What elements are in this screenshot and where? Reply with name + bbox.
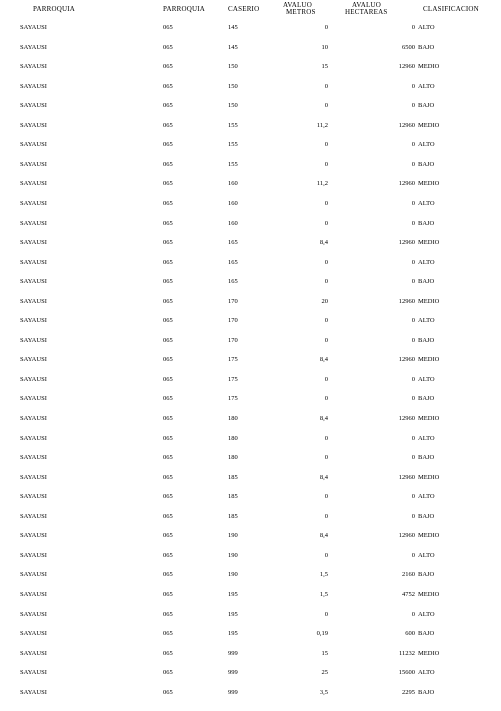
cell-parroquia: SAYAUSI: [20, 141, 47, 149]
table-row: [0, 298, 501, 306]
cell-caserio: 150: [228, 63, 238, 71]
table-row: [0, 337, 501, 345]
cell-clasificacion: ALTO: [418, 434, 435, 442]
cell-caserio: 195: [228, 590, 238, 598]
cell-avaluo-hectareas: 12960: [398, 415, 415, 422]
cell-parroquia: SAYAUSI: [20, 336, 47, 344]
cell-parroquia: SAYAUSI: [20, 551, 47, 559]
cell-clasificacion: MEDIO: [418, 532, 440, 540]
table-row: [0, 44, 501, 52]
cell-parroquia: SAYAUSI: [20, 375, 47, 383]
table-row: [0, 317, 501, 325]
cell-avaluo-hectareas: 12960: [398, 180, 415, 188]
cell-avaluo-hectareas: 6500: [402, 43, 415, 51]
cell-caserio: 999: [228, 688, 238, 696]
cell-parroquia: SAYAUSI: [20, 160, 47, 168]
cell-parroquia-code: 065: [163, 630, 173, 638]
cell-caserio: 170: [228, 297, 238, 305]
cell-clasificacion: MEDIO: [418, 415, 440, 422]
cell-avaluo-metros: 0: [324, 610, 328, 618]
cell-caserio: 160: [228, 180, 238, 188]
cell-parroquia: SAYAUSI: [20, 473, 47, 481]
cell-avaluo-metros: 3,5: [319, 688, 328, 696]
cell-clasificacion: BAJO: [418, 454, 435, 462]
cell-caserio: 999: [228, 649, 238, 657]
cell-parroquia-code: 065: [163, 141, 173, 149]
cell-avaluo-hectareas: 0: [411, 375, 415, 383]
cell-parroquia-code: 065: [163, 317, 173, 325]
cell-avaluo-hectareas: 12960: [398, 297, 415, 305]
cell-clasificacion: MEDIO: [418, 180, 440, 188]
cell-caserio: 160: [228, 219, 238, 227]
cell-parroquia: SAYAUSI: [20, 297, 47, 305]
cell-avaluo-metros: 0: [324, 278, 328, 286]
cell-parroquia: SAYAUSI: [20, 532, 47, 540]
table-row: [0, 611, 501, 619]
cell-clasificacion: ALTO: [418, 317, 435, 325]
cell-parroquia-code: 065: [163, 336, 173, 344]
cell-avaluo-hectareas: 12960: [398, 356, 415, 364]
cell-parroquia: SAYAUSI: [20, 24, 47, 31]
cell-parroquia: SAYAUSI: [20, 688, 47, 696]
cell-avaluo-hectareas: 0: [411, 454, 415, 462]
cell-parroquia-code: 065: [163, 434, 173, 442]
cell-avaluo-hectareas: 15600: [398, 669, 415, 677]
cell-avaluo-hectareas: 0: [411, 219, 415, 227]
cell-caserio: 150: [228, 102, 238, 110]
cell-clasificacion: ALTO: [418, 610, 435, 618]
table-row: [0, 24, 501, 32]
cell-avaluo-metros: 0: [324, 512, 328, 520]
cell-parroquia: SAYAUSI: [20, 493, 47, 501]
table-row: [0, 435, 501, 443]
cell-caserio: 150: [228, 82, 238, 90]
cell-parroquia: SAYAUSI: [20, 317, 47, 325]
table-row: [0, 356, 501, 364]
cell-avaluo-hectareas: 0: [411, 102, 415, 110]
cell-parroquia-code: 065: [163, 180, 173, 188]
cell-caserio: 170: [228, 317, 238, 325]
cell-avaluo-hectareas: 0: [411, 278, 415, 286]
table-row: [0, 239, 501, 247]
cell-clasificacion: BAJO: [418, 219, 435, 227]
cell-parroquia: SAYAUSI: [20, 121, 47, 129]
cell-parroquia-code: 065: [163, 669, 173, 677]
cell-avaluo-hectareas: 600: [405, 630, 415, 638]
cell-parroquia: SAYAUSI: [20, 258, 47, 266]
cell-avaluo-metros: 0: [324, 375, 328, 383]
cell-parroquia: SAYAUSI: [20, 239, 47, 247]
cell-avaluo-metros: 0: [324, 141, 328, 149]
table-row: [0, 689, 501, 697]
table-row: [0, 474, 501, 482]
cell-caserio: 999: [228, 669, 238, 677]
cell-parroquia-code: 065: [163, 415, 173, 422]
header-avaluo-metros-line1: AVALUO: [283, 1, 312, 9]
cell-parroquia-code: 065: [163, 688, 173, 696]
cell-parroquia-code: 065: [163, 610, 173, 618]
cell-parroquia-code: 065: [163, 473, 173, 481]
cell-avaluo-hectareas: 0: [411, 336, 415, 344]
cell-parroquia: SAYAUSI: [20, 590, 47, 598]
cell-clasificacion: ALTO: [418, 24, 435, 31]
cell-avaluo-hectareas: 12960: [398, 473, 415, 481]
cell-clasificacion: BAJO: [418, 278, 435, 286]
cell-avaluo-metros: 1,5: [319, 571, 328, 579]
table-row: [0, 552, 501, 560]
header-avaluo-hectareas-line1: AVALUO: [352, 1, 381, 9]
cell-avaluo-hectareas: 0: [411, 199, 415, 207]
cell-avaluo-metros: 0: [324, 102, 328, 110]
cell-parroquia: SAYAUSI: [20, 669, 47, 677]
cell-avaluo-metros: 20: [321, 297, 328, 305]
cell-caserio: 155: [228, 160, 238, 168]
table-row: [0, 278, 501, 286]
cell-parroquia: SAYAUSI: [20, 102, 47, 110]
table-row: [0, 83, 501, 91]
cell-clasificacion: BAJO: [418, 512, 435, 520]
cell-avaluo-metros: 0: [324, 493, 328, 501]
cell-avaluo-metros: 8,4: [319, 473, 328, 481]
cell-parroquia: SAYAUSI: [20, 82, 47, 90]
table-row: [0, 454, 501, 462]
cell-caserio: 185: [228, 473, 238, 481]
cell-avaluo-metros: 8,4: [319, 239, 328, 247]
cell-avaluo-metros: 15: [321, 63, 328, 71]
cell-parroquia-code: 065: [163, 199, 173, 207]
cell-caserio: 175: [228, 395, 238, 403]
cell-parroquia-code: 065: [163, 551, 173, 559]
table-row: [0, 591, 501, 599]
cell-avaluo-hectareas: 12960: [398, 63, 415, 71]
cell-avaluo-metros: 0,19: [316, 630, 328, 638]
cell-avaluo-metros: 0: [324, 82, 328, 90]
cell-caserio: 170: [228, 336, 238, 344]
table-row: [0, 669, 501, 677]
cell-avaluo-hectareas: 12960: [398, 121, 415, 129]
cell-parroquia-code: 065: [163, 24, 173, 31]
cell-clasificacion: ALTO: [418, 82, 435, 90]
cell-avaluo-metros: 25: [321, 669, 328, 677]
cell-caserio: 155: [228, 121, 238, 129]
cell-clasificacion: MEDIO: [418, 649, 440, 657]
cell-clasificacion: BAJO: [418, 336, 435, 344]
header-avaluo-metros: [283, 2, 316, 16]
cell-clasificacion: MEDIO: [418, 121, 440, 129]
cell-avaluo-metros: 11,2: [316, 180, 328, 188]
cell-avaluo-metros: 0: [324, 160, 328, 168]
cell-parroquia: SAYAUSI: [20, 395, 47, 403]
cell-clasificacion: ALTO: [418, 258, 435, 266]
cell-avaluo-metros: 0: [324, 454, 328, 462]
cell-parroquia-code: 065: [163, 43, 173, 51]
cell-caserio: 165: [228, 239, 238, 247]
cell-parroquia: SAYAUSI: [20, 180, 47, 188]
cell-caserio: 195: [228, 630, 238, 638]
cell-parroquia-code: 065: [163, 219, 173, 227]
table-row: [0, 102, 501, 110]
cell-avaluo-hectareas: 0: [411, 551, 415, 559]
table-row: [0, 571, 501, 579]
cell-avaluo-hectareas: 2295: [402, 688, 415, 696]
cell-avaluo-hectareas: 0: [411, 141, 415, 149]
cell-clasificacion: ALTO: [418, 551, 435, 559]
cell-parroquia-code: 065: [163, 512, 173, 520]
cell-parroquia: SAYAUSI: [20, 610, 47, 618]
cell-caserio: 175: [228, 375, 238, 383]
cell-parroquia-code: 065: [163, 493, 173, 501]
cell-parroquia: SAYAUSI: [20, 434, 47, 442]
table-row: [0, 141, 501, 149]
cell-clasificacion: ALTO: [418, 493, 435, 501]
cell-avaluo-metros: 1,5: [319, 590, 328, 598]
cell-parroquia: SAYAUSI: [20, 278, 47, 286]
cell-caserio: 185: [228, 493, 238, 501]
cell-caserio: 190: [228, 532, 238, 540]
cell-parroquia: SAYAUSI: [20, 649, 47, 657]
cell-avaluo-hectareas: 0: [411, 82, 415, 90]
cell-avaluo-metros: 8,4: [319, 532, 328, 540]
cell-clasificacion: ALTO: [418, 375, 435, 383]
table-row: [0, 220, 501, 228]
cell-avaluo-hectareas: 0: [411, 317, 415, 325]
header-clasificacion: CLASIFICACION: [423, 5, 479, 13]
cell-clasificacion: MEDIO: [418, 239, 440, 247]
cell-clasificacion: BAJO: [418, 688, 435, 696]
cell-clasificacion: BAJO: [418, 630, 435, 638]
cell-avaluo-metros: 0: [324, 434, 328, 442]
cell-avaluo-hectareas: 12960: [398, 239, 415, 247]
cell-caserio: 195: [228, 610, 238, 618]
cell-caserio: 180: [228, 415, 238, 422]
cell-parroquia-code: 065: [163, 590, 173, 598]
table-row: [0, 200, 501, 208]
cell-parroquia: SAYAUSI: [20, 415, 47, 422]
header-avaluo-hectareas-line2: HECTAREAS: [345, 8, 388, 16]
cell-caserio: 180: [228, 434, 238, 442]
cell-avaluo-hectareas: 0: [411, 258, 415, 266]
cell-clasificacion: MEDIO: [418, 356, 440, 364]
cell-parroquia-code: 065: [163, 375, 173, 383]
cell-parroquia-code: 065: [163, 102, 173, 110]
cell-avaluo-hectareas: 2160: [402, 571, 415, 579]
cell-clasificacion: BAJO: [418, 43, 435, 51]
cell-parroquia: SAYAUSI: [20, 571, 47, 579]
cell-caserio: 185: [228, 512, 238, 520]
table-row: [0, 513, 501, 521]
cell-caserio: 190: [228, 551, 238, 559]
cell-parroquia-code: 065: [163, 63, 173, 71]
cell-clasificacion: ALTO: [418, 141, 435, 149]
cell-parroquia-code: 065: [163, 571, 173, 579]
cell-avaluo-metros: 10: [321, 43, 328, 51]
cell-avaluo-hectareas: 0: [411, 434, 415, 442]
cell-avaluo-hectareas: 12960: [398, 532, 415, 540]
table-row: [0, 415, 501, 423]
cell-avaluo-hectareas: 4752: [402, 590, 415, 598]
cell-clasificacion: BAJO: [418, 160, 435, 168]
cell-parroquia: SAYAUSI: [20, 199, 47, 207]
cell-clasificacion: MEDIO: [418, 590, 440, 598]
header-parroquia-code: PARROQUIA: [163, 5, 205, 13]
cell-caserio: 180: [228, 454, 238, 462]
cell-parroquia-code: 065: [163, 82, 173, 90]
cell-parroquia: SAYAUSI: [20, 43, 47, 51]
cell-avaluo-hectareas: 0: [411, 493, 415, 501]
cell-avaluo-hectareas: 0: [411, 512, 415, 520]
cell-caserio: 155: [228, 141, 238, 149]
cell-avaluo-metros: 15: [321, 649, 328, 657]
cell-avaluo-hectareas: 0: [411, 610, 415, 618]
cell-avaluo-hectareas: 0: [411, 24, 415, 31]
table-row: [0, 180, 501, 188]
cell-parroquia-code: 065: [163, 239, 173, 247]
cell-avaluo-metros: 8,4: [319, 356, 328, 364]
cell-avaluo-metros: 0: [324, 24, 328, 31]
cell-avaluo-hectareas: 0: [411, 160, 415, 168]
cell-caserio: 160: [228, 199, 238, 207]
cell-parroquia: SAYAUSI: [20, 63, 47, 71]
cell-avaluo-metros: 0: [324, 336, 328, 344]
cell-clasificacion: BAJO: [418, 395, 435, 403]
cell-parroquia: SAYAUSI: [20, 454, 47, 462]
table-row: [0, 650, 501, 658]
table-row: [0, 493, 501, 501]
cell-clasificacion: ALTO: [418, 669, 435, 677]
cell-clasificacion: MEDIO: [418, 297, 440, 305]
table-row: [0, 630, 501, 638]
header-parroquia-name: PARROQUIA: [33, 5, 75, 13]
cell-avaluo-metros: 11,2: [316, 121, 328, 129]
table-row: [0, 259, 501, 267]
cell-avaluo-hectareas: 11232: [398, 649, 415, 657]
table-row: [0, 376, 501, 384]
table-row: [0, 161, 501, 169]
cell-clasificacion: MEDIO: [418, 63, 440, 71]
cell-avaluo-metros: 0: [324, 199, 328, 207]
cell-avaluo-metros: 0: [324, 219, 328, 227]
table-row: [0, 122, 501, 130]
cell-avaluo-metros: 0: [324, 395, 328, 403]
cell-parroquia-code: 065: [163, 121, 173, 129]
table-row: [0, 395, 501, 403]
cell-parroquia-code: 065: [163, 258, 173, 266]
cell-parroquia: SAYAUSI: [20, 630, 47, 638]
cell-avaluo-metros: 0: [324, 258, 328, 266]
cell-avaluo-metros: 0: [324, 317, 328, 325]
cell-parroquia-code: 065: [163, 160, 173, 168]
cell-parroquia-code: 065: [163, 278, 173, 286]
cell-parroquia-code: 065: [163, 454, 173, 462]
cell-clasificacion: MEDIO: [418, 473, 440, 481]
cell-clasificacion: BAJO: [418, 571, 435, 579]
cell-parroquia: SAYAUSI: [20, 356, 47, 364]
cell-caserio: 145: [228, 24, 238, 31]
table-row: [0, 63, 501, 71]
cell-clasificacion: BAJO: [418, 102, 435, 110]
cell-caserio: 165: [228, 258, 238, 266]
cell-parroquia-code: 065: [163, 649, 173, 657]
cell-avaluo-metros: 8,4: [319, 415, 328, 422]
cell-parroquia: SAYAUSI: [20, 512, 47, 520]
cell-parroquia-code: 065: [163, 395, 173, 403]
cell-parroquia-code: 065: [163, 356, 173, 364]
cell-parroquia-code: 065: [163, 532, 173, 540]
cell-caserio: 145: [228, 43, 238, 51]
cell-clasificacion: ALTO: [418, 199, 435, 207]
cell-avaluo-hectareas: 0: [411, 395, 415, 403]
cell-caserio: 175: [228, 356, 238, 364]
cell-parroquia-code: 065: [163, 297, 173, 305]
cell-avaluo-metros: 0: [324, 551, 328, 559]
header-caserio: CASERIO: [228, 5, 260, 13]
header-avaluo-hectareas: [345, 2, 387, 16]
cell-caserio: 190: [228, 571, 238, 579]
table-row: [0, 532, 501, 540]
cell-caserio: 165: [228, 278, 238, 286]
header-avaluo-metros-line2: METROS: [286, 8, 316, 16]
cell-parroquia: SAYAUSI: [20, 219, 47, 227]
